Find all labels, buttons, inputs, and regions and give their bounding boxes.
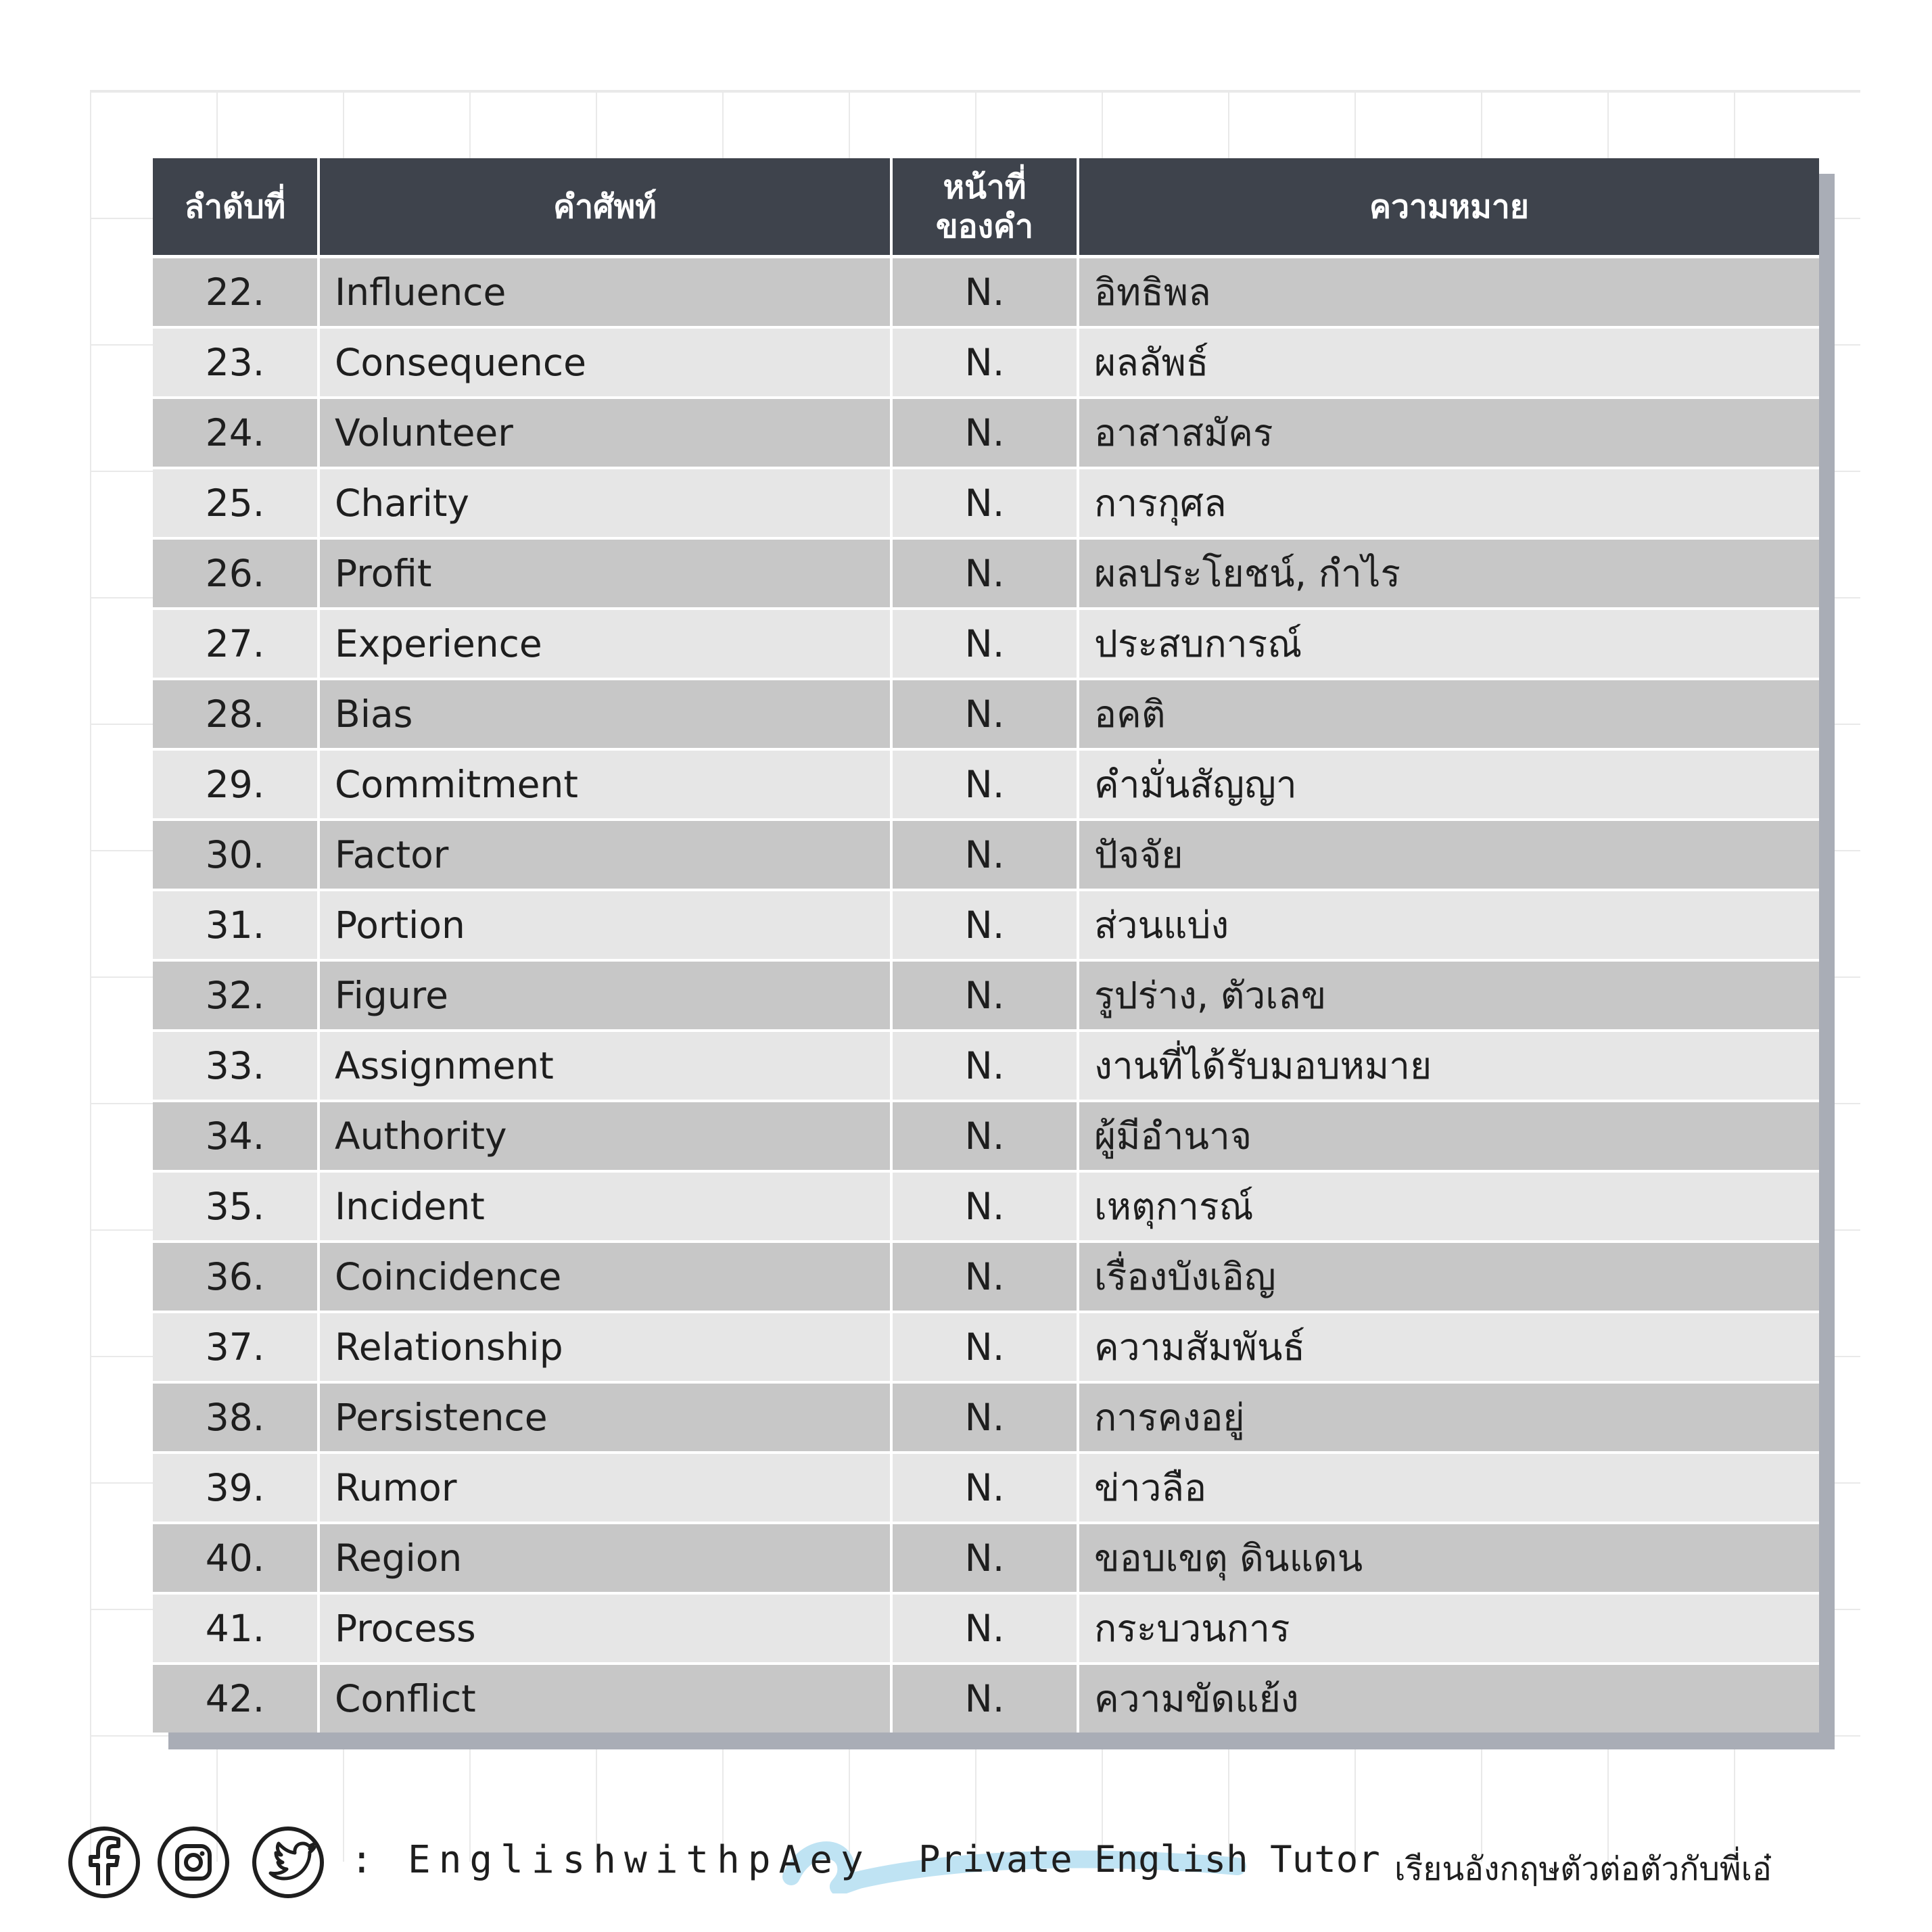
row-word: Authority: [319, 1101, 891, 1171]
table-row: [153, 1453, 1819, 1523]
row-number: 41.: [153, 1593, 319, 1664]
row-part-of-speech: N.: [891, 1031, 1078, 1101]
table-row: [153, 1242, 1819, 1312]
instagram-icon[interactable]: [157, 1826, 230, 1899]
row-number: 30.: [153, 820, 319, 890]
table-row: [153, 749, 1819, 820]
footer-handle: EnglishwithpAey: [408, 1838, 872, 1882]
table-row: [153, 1031, 1819, 1101]
row-number: 32.: [153, 960, 319, 1031]
row-meaning: ผลลัพธ์: [1078, 327, 1819, 398]
table-row: [153, 257, 1819, 328]
row-word: Portion: [319, 890, 891, 960]
row-number: 33.: [153, 1031, 319, 1101]
row-part-of-speech: N.: [891, 538, 1078, 609]
row-number: 29.: [153, 749, 319, 820]
row-number: 42.: [153, 1664, 319, 1733]
row-part-of-speech: N.: [891, 1453, 1078, 1523]
row-number: 24.: [153, 398, 319, 468]
row-part-of-speech: N.: [891, 327, 1078, 398]
row-meaning: ปัจจัย: [1078, 820, 1819, 890]
row-word: Influence: [319, 257, 891, 328]
header-meaning: ความหมาย: [1078, 158, 1819, 257]
table-row: [153, 679, 1819, 749]
row-number: 26.: [153, 538, 319, 609]
header-word: คำศัพท์: [319, 158, 891, 257]
row-word: Process: [319, 1593, 891, 1664]
row-part-of-speech: N.: [891, 1171, 1078, 1242]
table-row: [153, 1664, 1819, 1733]
row-meaning: ความสัมพันธ์: [1078, 1312, 1819, 1382]
row-meaning: คำมั่นสัญญา: [1078, 749, 1819, 820]
header-pos-line2: ของคำ: [935, 207, 1034, 245]
row-meaning: การกุศล: [1078, 468, 1819, 538]
table-row: [153, 1312, 1819, 1382]
footer-thai-tagline: เรียนอังกฤษตัวต่อตัวกับพี่เอ๋: [1394, 1850, 1772, 1888]
row-part-of-speech: N.: [891, 890, 1078, 960]
row-meaning: ผลประโยชน์, กำไร: [1078, 538, 1819, 609]
row-number: 39.: [153, 1453, 319, 1523]
row-meaning: ส่วนแบ่ง: [1078, 890, 1819, 960]
row-word: Commitment: [319, 749, 891, 820]
row-number: 23.: [153, 327, 319, 398]
row-word: Profit: [319, 538, 891, 609]
row-meaning: ความขัดแย้ง: [1078, 1664, 1819, 1733]
row-meaning: ผู้มีอำนาจ: [1078, 1101, 1819, 1171]
table-row: [153, 1523, 1819, 1593]
row-word: Factor: [319, 820, 891, 890]
table-row: [153, 890, 1819, 960]
row-part-of-speech: N.: [891, 257, 1078, 328]
row-meaning: อคติ: [1078, 679, 1819, 749]
row-word: Charity: [319, 468, 891, 538]
row-number: 37.: [153, 1312, 319, 1382]
row-part-of-speech: N.: [891, 468, 1078, 538]
row-number: 40.: [153, 1523, 319, 1593]
table-row: [153, 1171, 1819, 1242]
header-part-of-speech: [891, 158, 1078, 257]
row-word: Bias: [319, 679, 891, 749]
row-part-of-speech: N.: [891, 1101, 1078, 1171]
table-row: [153, 398, 1819, 468]
row-word: Figure: [319, 960, 891, 1031]
row-meaning: การคงอยู่: [1078, 1382, 1819, 1453]
row-part-of-speech: N.: [891, 749, 1078, 820]
row-part-of-speech: N.: [891, 960, 1078, 1031]
row-part-of-speech: N.: [891, 1664, 1078, 1733]
row-meaning: อาสาสมัคร: [1078, 398, 1819, 468]
header-pos-line1: หน้าที่: [943, 168, 1027, 206]
row-word: Coincidence: [319, 1242, 891, 1312]
row-number: 22.: [153, 257, 319, 328]
row-word: Rumor: [319, 1453, 891, 1523]
header-number: ลำดับที่: [153, 158, 319, 257]
row-meaning: เหตุการณ์: [1078, 1171, 1819, 1242]
table-row: [153, 820, 1819, 890]
table-header-row: [153, 158, 1819, 257]
row-meaning: ประสบการณ์: [1078, 609, 1819, 679]
table-row: [153, 538, 1819, 609]
row-word: Relationship: [319, 1312, 891, 1382]
row-word: Persistence: [319, 1382, 891, 1453]
table-row: [153, 1101, 1819, 1171]
row-word: Volunteer: [319, 398, 891, 468]
facebook-icon[interactable]: [68, 1826, 141, 1899]
row-part-of-speech: N.: [891, 609, 1078, 679]
row-number: 38.: [153, 1382, 319, 1453]
row-meaning: รูปร่าง, ตัวเลข: [1078, 960, 1819, 1031]
vocabulary-table: [153, 158, 1819, 1733]
row-part-of-speech: N.: [891, 679, 1078, 749]
row-number: 31.: [153, 890, 319, 960]
footer: [0, 1826, 1932, 1907]
row-meaning: ขอบเขตุ ดินแดน: [1078, 1523, 1819, 1593]
row-part-of-speech: N.: [891, 1523, 1078, 1593]
table-row: [153, 609, 1819, 679]
table-row: [153, 960, 1819, 1031]
row-word: Region: [319, 1523, 891, 1593]
row-number: 36.: [153, 1242, 319, 1312]
row-part-of-speech: N.: [891, 820, 1078, 890]
row-meaning: กระบวนการ: [1078, 1593, 1819, 1664]
row-part-of-speech: N.: [891, 1382, 1078, 1453]
row-number: 34.: [153, 1101, 319, 1171]
row-number: 28.: [153, 679, 319, 749]
footer-separator: :: [350, 1838, 373, 1882]
row-meaning: เรื่องบังเอิญ: [1078, 1242, 1819, 1312]
row-part-of-speech: N.: [891, 398, 1078, 468]
row-number: 25.: [153, 468, 319, 538]
table-row: [153, 1382, 1819, 1453]
row-meaning: อิทธิพล: [1078, 257, 1819, 328]
row-word: Incident: [319, 1171, 891, 1242]
table-row: [153, 1593, 1819, 1664]
row-part-of-speech: N.: [891, 1593, 1078, 1664]
footer-tagline: Private English Tutor: [918, 1838, 1380, 1881]
row-word: Conflict: [319, 1664, 891, 1733]
row-word: Consequence: [319, 327, 891, 398]
row-part-of-speech: N.: [891, 1242, 1078, 1312]
row-meaning: งานที่ได้รับมอบหมาย: [1078, 1031, 1819, 1101]
row-meaning: ข่าวลือ: [1078, 1453, 1819, 1523]
row-word: Experience: [319, 609, 891, 679]
row-word: Assignment: [319, 1031, 891, 1101]
table-row: [153, 468, 1819, 538]
table-row: [153, 327, 1819, 398]
row-part-of-speech: N.: [891, 1312, 1078, 1382]
row-number: 35.: [153, 1171, 319, 1242]
row-number: 27.: [153, 609, 319, 679]
twitter-icon[interactable]: [252, 1826, 325, 1899]
